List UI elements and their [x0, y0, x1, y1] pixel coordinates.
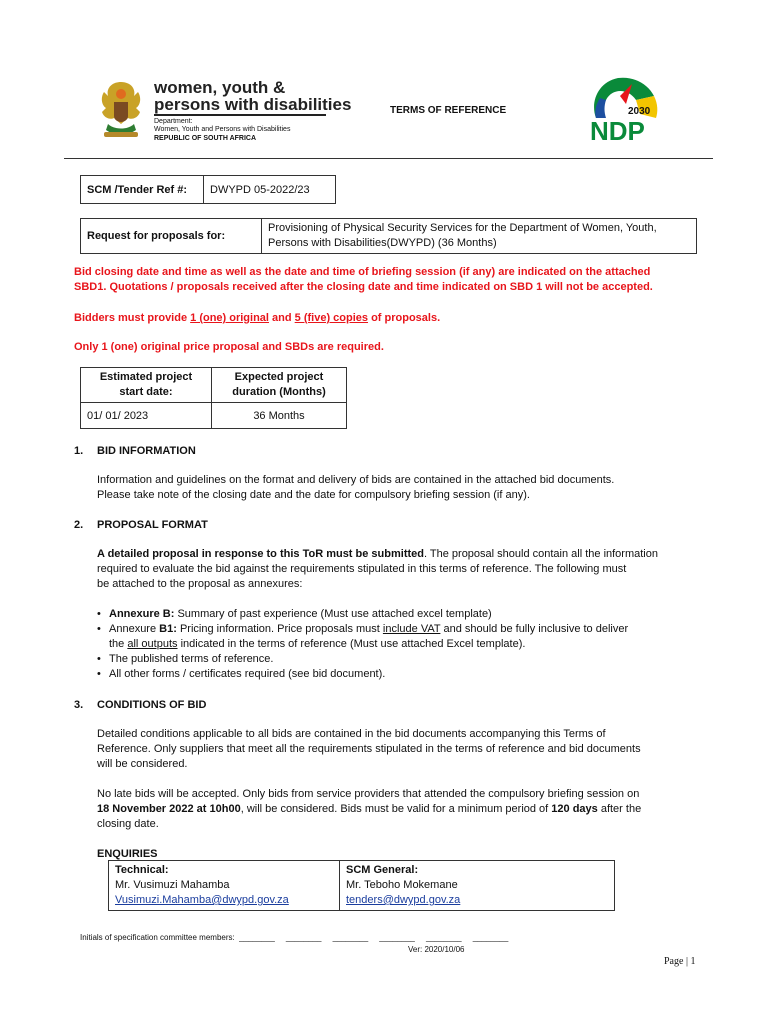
schedule-col2-header [212, 368, 347, 403]
s2-body [97, 547, 702, 592]
dept-name: Women, Youth and Persons with Disabilities [154, 126, 291, 133]
list-item [97, 607, 702, 622]
ndp-logo [586, 74, 662, 144]
b2-underline: include VAT [382, 623, 441, 635]
s2-num: 2. [74, 519, 84, 531]
footer-initials: Initials of specification committee members: ________ ________ ________ ________ ________ ________ [80, 933, 509, 942]
tender-ref-table [80, 175, 336, 204]
rfp-value-line2: Persons with Disabilities(DWYPD) (36 Months) [268, 237, 497, 249]
country-name: REPUBLIC OF SOUTH AFRICA [154, 135, 257, 142]
list-item [97, 622, 702, 652]
rfp-table [80, 218, 697, 254]
scm-label: SCM General: [346, 864, 419, 876]
schedule-col1-line1: Estimated project [99, 371, 193, 383]
b2-text: Pricing information. Price proposals must [176, 623, 383, 635]
schedule-table [80, 367, 347, 429]
copies-copies: 5 (five) copies [294, 312, 369, 324]
s3-p2-line3: closing date. [97, 818, 159, 830]
tech-name: Mr. Vusimuzi Mahamba [115, 879, 230, 891]
enquiries-table [108, 860, 615, 911]
tech-label: Technical: [115, 864, 169, 876]
dept-label: Department: [154, 118, 193, 125]
enquiries-scm [340, 861, 615, 911]
scm-email-link[interactable]: tenders@dwypd.gov.za [346, 894, 461, 906]
s1-line2: Please take note of the closing date and the date for compulsory briefing session (if any). [97, 489, 530, 501]
s3-p1-line3: will be considered. [97, 758, 188, 770]
footer-page-number: Page | 1 [664, 956, 696, 967]
s1-num: 1. [74, 445, 84, 457]
copies-pre: Bidders must provide [74, 312, 191, 324]
b2-line2-pre: the [109, 638, 128, 650]
s2-line3: be attached to the proposal as annexures: [97, 578, 303, 590]
svg-text:NDP: NDP [590, 116, 645, 144]
b2-line2-rest: indicated in the terms of reference (Must use attached Excel template). [177, 638, 526, 650]
scm-name: Mr. Teboho Mokemane [346, 879, 458, 891]
tech-email-link[interactable]: Vusimuzi.Mahamba@dwypd.gov.za [115, 894, 289, 906]
org-line2: persons with disabilities [154, 95, 352, 114]
s1-title: BID INFORMATION [97, 445, 196, 457]
schedule-start-date: 01/ 01/ 2023 [81, 403, 212, 429]
department-name-block [154, 80, 351, 143]
s2-line1-rest: . The proposal should contain all the information [423, 548, 658, 560]
s3-p1-line2: Reference. Only suppliers that meet all the requirements stipulated in the terms of reference and bid documents [97, 743, 641, 755]
copies-notice [74, 311, 440, 326]
s3-p1 [97, 727, 641, 772]
s2-title: PROPOSAL FORMAT [97, 519, 208, 531]
copies-original: 1 (one) original [190, 312, 269, 324]
s3-num: 3. [74, 699, 84, 711]
closing-line1: Bid closing date and time as well as the date and time of briefing session (if any) are indicated on the attached [74, 266, 651, 278]
copies-post: of proposals. [368, 312, 441, 324]
annexure-list [97, 607, 702, 682]
s3-p2-mid: , will be considered. Bids must be valid for a minimum period of [240, 803, 552, 815]
s2-bold: A detailed proposal in response to this ToR must be submitted [97, 548, 424, 560]
schedule-duration: 36 Months [212, 403, 347, 429]
tender-ref-label: SCM /Tender Ref #: [81, 176, 204, 204]
rfp-value-line1: Provisioning of Physical Security Services for the Department of Women, Youth, [268, 222, 657, 234]
s3-title: CONDITIONS OF BID [97, 699, 207, 711]
s3-p2-bold2: 120 days [551, 803, 598, 815]
original-only-notice: Only 1 (one) original price proposal and SBDs are required. [74, 341, 384, 353]
org-underline [154, 114, 326, 116]
list-item: • All other forms / certificates required (see bid document). [97, 667, 702, 682]
s3-p2-bold1: 18 November 2022 at 10h00 [97, 803, 241, 815]
footer-version: Ver: 2020/10/06 [408, 945, 465, 954]
svg-text:2030: 2030 [628, 106, 651, 117]
enquiries-technical [109, 861, 340, 911]
tender-ref-value: DWYPD 05-2022/23 [204, 176, 336, 204]
closing-line2: SBD1. Quotations / proposals received after the closing date and time indicated on SBD 1 will not be accepted. [74, 281, 653, 293]
schedule-col2-line2: duration (Months) [232, 386, 326, 398]
copies-and: and [268, 312, 295, 324]
s3-p2 [97, 787, 641, 832]
b2-text2: and should be fully inclusive to deliver [440, 623, 629, 635]
schedule-col1-line2: start date: [119, 386, 173, 398]
rfp-value [262, 219, 697, 254]
b2-line2-underline: all outputs [127, 638, 178, 650]
enquiries-heading: ENQUIRIES [97, 848, 158, 860]
b1-bold: Annexure B: [109, 608, 175, 620]
b1-text: Summary of past experience (Must use attached excel template) [174, 608, 492, 620]
s2-line2: required to evaluate the bid against the requirements stipulated in this terms of reference. The following must [97, 563, 627, 575]
doc-title: TERMS OF REFERENCE [390, 105, 507, 116]
header-divider [64, 158, 713, 159]
schedule-col2-line1: Expected project [234, 371, 324, 383]
rfp-label: Request for proposals for: [81, 219, 262, 254]
list-item: • The published terms of reference. [97, 652, 702, 667]
s3-p1-line1: Detailed conditions applicable to all bids are contained in the bid documents accompanying this Terms of [97, 728, 606, 740]
schedule-col1-header [81, 368, 212, 403]
org-line1: women, youth & [154, 78, 286, 97]
closing-notice [74, 265, 653, 295]
s1-line1: Information and guidelines on the format and delivery of bids are contained in the attached bid documents. [97, 474, 615, 486]
s1-body [97, 473, 614, 503]
coat-of-arms-logo [94, 78, 148, 140]
b2-bold: B1: [159, 623, 177, 635]
s3-p2-line1: No late bids will be accepted. Only bids from service providers that attended the compulsory briefing session on [97, 788, 640, 800]
b2-pre: Annexure [109, 623, 160, 635]
s3-p2-end: after the [597, 803, 642, 815]
